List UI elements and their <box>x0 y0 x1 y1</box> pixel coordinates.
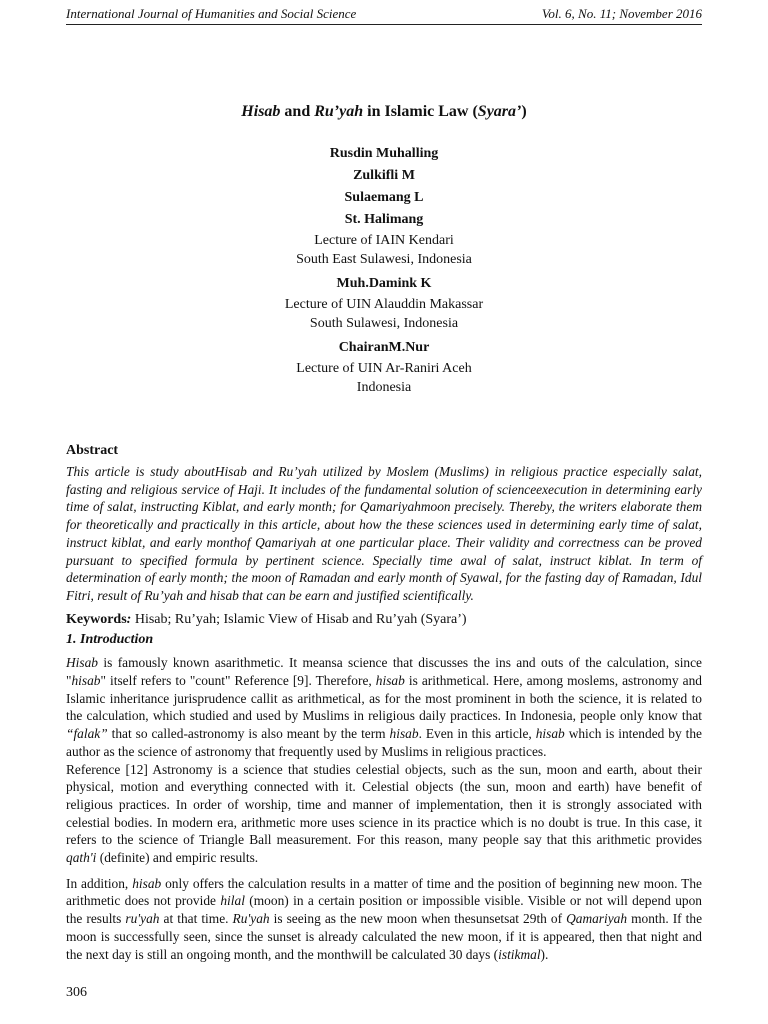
affiliation-line: South East Sulawesi, Indonesia <box>296 252 472 267</box>
keywords-colon: : <box>126 611 132 627</box>
intro-paragraph-2 <box>66 761 702 867</box>
text-run: only offers the calculation results in a matter of time and the position of beginning new moon. The arithmetic does not provide <box>66 875 702 909</box>
keywords-label: Keywords <box>66 611 127 627</box>
affiliation-3 <box>66 359 702 397</box>
italic-term: Qamariyah <box>566 911 628 927</box>
author-name: ChairanM.Nur <box>338 340 430 355</box>
italic-term: hilal <box>220 893 245 909</box>
italic-term: hisab <box>132 875 162 891</box>
author-name: Rusdin Muhalling <box>329 146 439 161</box>
text-run: (moon) in a certain position or impossible visible. Visible or not will depend upon the results <box>66 893 702 927</box>
italic-term: “falak” <box>66 726 108 742</box>
text-run: In addition, <box>66 875 133 891</box>
text-run: in Islamic Law ( <box>363 103 478 120</box>
affiliation-line: Indonesia <box>356 380 412 395</box>
italic-term: Hisab <box>66 655 98 671</box>
italic-term: Ru'yah <box>232 911 270 927</box>
italic-term: Syara’ <box>477 103 522 120</box>
keywords-text: Hisab; Ru’yah; Islamic View of Hisab and Ru’yah (Syara’) <box>131 611 467 627</box>
keywords <box>66 611 702 629</box>
text-run: is seeing as the new moon when thesunsetsat 29th of <box>269 911 567 927</box>
page-number: 306 <box>66 985 87 1001</box>
affiliation-line: Lecture of UIN Ar-Raniri Aceh <box>296 361 472 376</box>
intro-paragraph-1 <box>66 654 702 760</box>
italic-term: Hisab <box>241 103 281 120</box>
text-run: at that time. <box>159 911 233 927</box>
text-run: and <box>280 103 315 120</box>
running-header <box>66 6 702 25</box>
issue-info: Vol. 6, No. 11; November 2016 <box>541 6 702 21</box>
italic-term: Ru’yah <box>314 103 364 120</box>
paper-title <box>66 103 702 121</box>
affiliation-line: Lecture of UIN Alauddin Makassar <box>284 297 484 312</box>
text-run: month. If the moon is successfully seen, since the sunset is already calculated the new moon, if it is appeared, then that night and the next day is still an ongoing month, and the monthwill be calculated 30 days ( <box>66 911 703 962</box>
text-run: Reference [12] Astronomy is a science that studies celestial objects, such as the sun, moon and earth, about their physical, motion and everything connected with it. Celestial objects (the sun, moon and earth) have benefit of religious practices. In order of worship, time and manner of implementation, then it is strongly associated with celestial bodies. In modern era, arithmetic more uses science in its practice which is no doubt is true. In this case, it refers to the science of Triangle Ball measurement. For this reason, many people say that this arithmetic provides <box>66 761 702 848</box>
italic-term: hisab <box>389 726 419 742</box>
text-run: is famously known asarithmetic. It meansa science that discusses the ins and outs of the calculation, since " <box>66 655 702 689</box>
italic-term: istikmal <box>498 946 541 962</box>
intro-paragraph-3 <box>66 875 702 964</box>
text-run: that so called-astronomy is also meant by the term <box>107 726 390 742</box>
text-run: is arithmetical. Here, among moslems, astronomy and Islamic inheritance jurisprudence callit as arithmetical, as for the most prominent in both the science, it is related to the calculation, which studied and used by Muslims in religious daily practices. In Indonesia, people only know that <box>66 673 703 724</box>
text-run: " itself refers to "count" Reference [9]. Therefore, <box>100 673 376 689</box>
affiliation-2 <box>66 295 702 333</box>
affiliation-line: South Sulawesi, Indonesia <box>309 316 459 331</box>
author-name: St. Halimang <box>344 212 424 227</box>
author-name: Muh.Damink K <box>336 276 432 291</box>
section-heading-introduction: 1. Introduction <box>66 632 154 648</box>
abstract-heading: Abstract <box>66 443 119 458</box>
italic-term: hisab <box>535 726 565 742</box>
affiliation-1 <box>66 231 702 269</box>
text-run: . Even in this article, <box>418 726 536 742</box>
italic-term: qath'i <box>66 850 97 866</box>
abstract-text: This article is study aboutHisab and Ru’yah utilized by Moslem (Muslims) in religious practice especially salat, fasting and religious service of Haji. It includes of the fundamental solution of scienceexecution in determining early time of salat, instructing Kiblat, and early month; for Qamariyahmoon precisely. Thereby, the writers elaborate them for theoretically and practically in this article, about how the these sciences used in determining early time of salat, instruct kiblat, and early monthof Qamariyah at one particular place. Their validity and correctness can be proved pursuant to specified formula by pertinent science. Specially time awal of salat, instruct kiblat. In term of determination of early month; the moon of Ramadan and early month of Syawal, for the fasting day of Ramadan, Idul Fitri, result of Ru’yah and hisab that can be earn and justified scientifically. <box>66 464 702 603</box>
text-run: ). <box>540 946 549 962</box>
text-run: (definite) and empiric results. <box>96 850 259 866</box>
text-run: ) <box>521 103 527 120</box>
author-name: Zulkifli M <box>353 168 415 183</box>
author-name: Sulaemang L <box>344 190 424 205</box>
author-group-1 <box>66 143 702 231</box>
italic-term: hisab <box>375 673 405 689</box>
journal-name: International Journal of Humanities and Social Science <box>66 6 357 21</box>
italic-term: ru'yah <box>125 911 160 927</box>
text-run: which is intended by the author as the science of astronomy that frequently used by Muslims in religious practices. <box>66 726 702 759</box>
italic-term: hisab <box>71 673 101 689</box>
affiliation-line: Lecture of IAIN Kendari <box>314 233 454 248</box>
